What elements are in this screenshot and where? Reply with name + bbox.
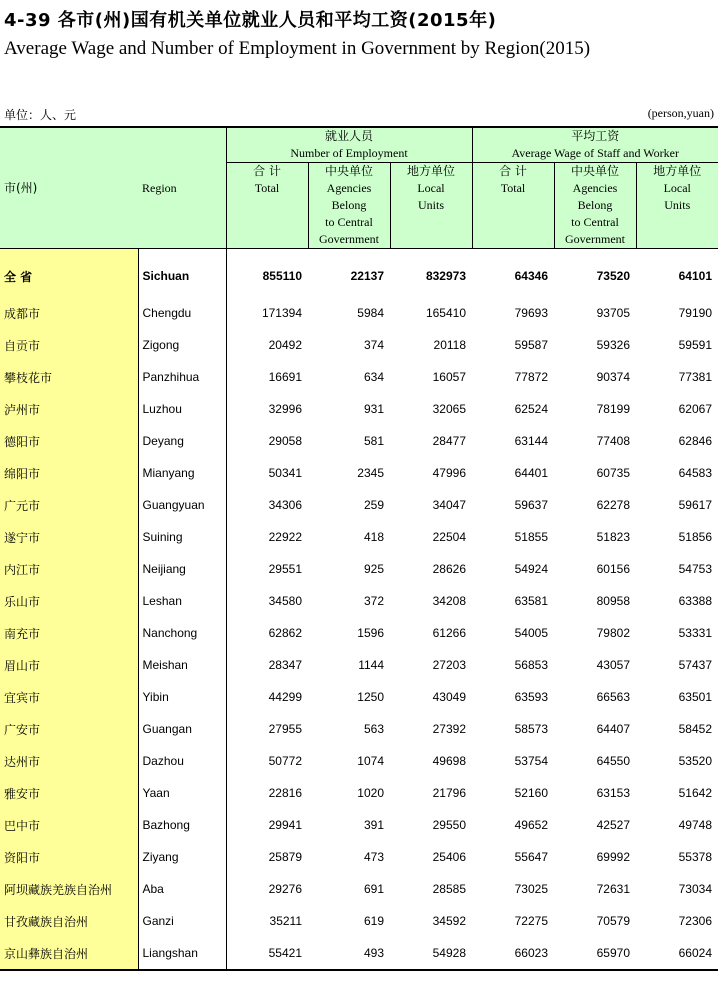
central-header-zh: 中央单位 xyxy=(570,164,619,178)
value-cell: 64550 xyxy=(596,754,630,768)
city-cell: 泸州市 xyxy=(0,393,138,425)
value-cell: 259 xyxy=(363,498,384,512)
city-cell: 南充市 xyxy=(0,617,138,649)
table-row xyxy=(0,777,718,809)
value-cell: 73025 xyxy=(514,882,548,896)
value-cell: 28585 xyxy=(432,882,466,896)
employment-central-header xyxy=(308,163,390,249)
value-cell: 29550 xyxy=(432,818,466,832)
unit-label-chinese: 单位：人、元 xyxy=(4,108,77,122)
value-cell: 53520 xyxy=(678,754,712,768)
value-cell: 391 xyxy=(363,818,384,832)
value-cell: 50772 xyxy=(226,745,308,777)
value-cell: 34592 xyxy=(432,914,466,928)
total-header-en: Total xyxy=(500,181,526,195)
table-row xyxy=(0,329,718,361)
value-cell: 72631 xyxy=(596,882,630,896)
value-cell: 34306 xyxy=(226,489,308,521)
region-cell: Neijiang xyxy=(138,553,226,585)
value-cell: 1020 xyxy=(357,786,384,800)
value-cell: 34047 xyxy=(432,498,466,512)
city-cell: 遂宁市 xyxy=(0,521,138,553)
title-chinese: 4-39 各市(州)国有机关单位就业人员和平均工资(2015年) xyxy=(4,10,497,31)
value-cell: 34580 xyxy=(226,585,308,617)
value-cell: 70579 xyxy=(596,914,630,928)
value-cell: 1144 xyxy=(358,658,384,672)
value-cell: 54753 xyxy=(678,562,712,576)
value-cell: 79190 xyxy=(678,306,712,320)
wage-group-header xyxy=(472,127,718,163)
value-cell: 58573 xyxy=(514,722,548,736)
table-row xyxy=(0,585,718,617)
table-row xyxy=(0,649,718,681)
value-cell: 63501 xyxy=(678,690,712,704)
value-cell: 63581 xyxy=(514,594,548,608)
value-cell: 2345 xyxy=(357,466,384,480)
region-cell: Panzhihua xyxy=(138,361,226,393)
table-row xyxy=(0,937,718,970)
value-cell: 42527 xyxy=(596,818,630,832)
value-cell: 43049 xyxy=(432,690,466,704)
table-row xyxy=(0,809,718,841)
local-header-en-2: Units xyxy=(417,198,444,212)
central-header-en-2: Belong xyxy=(331,198,367,212)
value-cell: 77872 xyxy=(514,370,548,384)
local-header-zh: 地方单位 xyxy=(406,164,455,178)
value-cell: 22816 xyxy=(226,777,308,809)
value-cell: 925 xyxy=(363,562,384,576)
value-cell: 32065 xyxy=(432,402,466,416)
value-cell: 58452 xyxy=(678,722,712,736)
table-body xyxy=(0,249,718,971)
value-cell: 20118 xyxy=(433,338,466,352)
central-header-zh: 中央单位 xyxy=(324,164,373,178)
value-cell: 374 xyxy=(363,338,384,352)
region-cell: Sichuan xyxy=(138,249,226,298)
table-row xyxy=(0,361,718,393)
value-cell: 65970 xyxy=(554,937,636,970)
value-cell: 59591 xyxy=(678,338,712,352)
value-cell: 32996 xyxy=(226,393,308,425)
value-cell: 64101 xyxy=(678,269,712,283)
value-cell: 34208 xyxy=(432,594,466,608)
value-cell: 63388 xyxy=(678,594,712,608)
value-cell: 53754 xyxy=(514,754,548,768)
table-row xyxy=(0,841,718,873)
table-row xyxy=(0,745,718,777)
local-header-en-1: Local xyxy=(663,181,691,195)
value-cell: 80958 xyxy=(596,594,630,608)
region-cell: Zigong xyxy=(138,329,226,361)
value-cell: 54928 xyxy=(390,937,472,970)
value-cell: 51642 xyxy=(678,786,712,800)
value-cell: 64583 xyxy=(678,466,712,480)
region-cell: Mianyang xyxy=(138,457,226,489)
value-cell: 35211 xyxy=(226,905,308,937)
value-cell: 1250 xyxy=(357,690,384,704)
value-cell: 62862 xyxy=(226,617,308,649)
value-cell: 62067 xyxy=(678,402,712,416)
value-cell: 55647 xyxy=(514,850,548,864)
value-cell: 25879 xyxy=(226,841,308,873)
central-header-en-1: Agencies xyxy=(572,181,618,195)
value-cell: 29941 xyxy=(226,809,308,841)
value-cell: 28477 xyxy=(432,434,466,448)
city-cell: 达州市 xyxy=(0,745,138,777)
table-row xyxy=(0,905,718,937)
table-row xyxy=(0,617,718,649)
region-cell: Ganzi xyxy=(138,905,226,937)
region-cell: Meishan xyxy=(138,649,226,681)
value-cell: 62524 xyxy=(514,402,548,416)
city-cell: 广元市 xyxy=(0,489,138,521)
value-cell: 62278 xyxy=(596,498,630,512)
value-cell: 25406 xyxy=(432,850,466,864)
value-cell: 72275 xyxy=(514,914,548,928)
value-cell: 28347 xyxy=(226,649,308,681)
value-cell: 64401 xyxy=(514,466,548,480)
local-header-zh: 地方单位 xyxy=(653,164,702,178)
value-cell: 49698 xyxy=(432,754,466,768)
value-cell: 51855 xyxy=(514,530,548,544)
value-cell: 66023 xyxy=(472,937,554,970)
table-row xyxy=(0,681,718,713)
city-cell: 甘孜藏族自治州 xyxy=(0,905,138,937)
value-cell: 55378 xyxy=(678,850,712,864)
table-row xyxy=(0,297,718,329)
total-header-zh: 合 计 xyxy=(499,164,527,178)
value-cell: 22922 xyxy=(226,521,308,553)
table-row xyxy=(0,393,718,425)
value-cell: 72306 xyxy=(678,914,712,928)
value-cell: 493 xyxy=(308,937,390,970)
city-cell: 眉山市 xyxy=(0,649,138,681)
city-cell: 德阳市 xyxy=(0,425,138,457)
city-cell: 全 省 xyxy=(0,249,138,298)
value-cell: 73034 xyxy=(678,882,712,896)
employment-header-zh: 就业人员 xyxy=(324,129,373,143)
wage-header-zh: 平均工资 xyxy=(571,129,620,143)
region-cell: Deyang xyxy=(138,425,226,457)
value-cell: 581 xyxy=(363,434,384,448)
value-cell: 54005 xyxy=(514,626,548,640)
value-cell: 63153 xyxy=(596,786,630,800)
value-cell: 63593 xyxy=(514,690,548,704)
value-cell: 69992 xyxy=(596,850,630,864)
value-cell: 51856 xyxy=(678,530,712,544)
value-cell: 20492 xyxy=(226,329,308,361)
central-header-en-4: Government xyxy=(565,232,625,246)
local-header-en-2: Units xyxy=(664,198,691,212)
city-cell: 资阳市 xyxy=(0,841,138,873)
city-cell: 内江市 xyxy=(0,553,138,585)
value-cell: 27955 xyxy=(226,713,308,745)
total-header-zh: 合 计 xyxy=(253,164,281,178)
value-cell: 63144 xyxy=(514,434,548,448)
value-cell: 1074 xyxy=(357,754,384,768)
value-cell: 563 xyxy=(363,722,384,736)
region-cell: Guangan xyxy=(138,713,226,745)
region-cell: Guangyuan xyxy=(138,489,226,521)
value-cell: 93705 xyxy=(596,306,630,320)
central-header-en-3: to Central xyxy=(571,215,619,229)
value-cell: 55421 xyxy=(226,937,308,970)
table-row xyxy=(0,873,718,905)
city-cell: 巴中市 xyxy=(0,809,138,841)
region-cell: Chengdu xyxy=(138,297,226,329)
total-header-en: Total xyxy=(254,181,280,195)
wage-central-header xyxy=(554,163,636,249)
value-cell: 29276 xyxy=(226,873,308,905)
value-cell: 832973 xyxy=(425,269,466,283)
value-cell: 16691 xyxy=(226,361,308,393)
value-cell: 57437 xyxy=(678,658,712,672)
city-cell: 雅安市 xyxy=(0,777,138,809)
value-cell: 90374 xyxy=(596,370,630,384)
local-header-en-1: Local xyxy=(417,181,445,195)
city-cell: 京山彝族自治州 xyxy=(0,937,138,970)
region-cell: Suining xyxy=(138,521,226,553)
value-cell: 473 xyxy=(363,850,384,864)
value-cell: 78199 xyxy=(596,402,630,416)
value-cell: 165410 xyxy=(425,306,466,320)
unit-label-english: (person,yuan) xyxy=(647,106,714,120)
value-cell: 60735 xyxy=(596,466,630,480)
value-cell: 1596 xyxy=(357,626,384,640)
value-cell: 29551 xyxy=(226,553,308,585)
value-cell: 634 xyxy=(363,370,384,384)
value-cell: 27203 xyxy=(432,658,466,672)
value-cell: 59637 xyxy=(514,498,548,512)
value-cell: 691 xyxy=(363,882,384,896)
region-cell: Yibin xyxy=(138,681,226,713)
value-cell: 73520 xyxy=(596,269,630,283)
region-cell: Liangshan xyxy=(138,937,226,970)
table-row xyxy=(0,553,718,585)
region-cell: Dazhou xyxy=(138,745,226,777)
central-header-en-2: Belong xyxy=(577,198,613,212)
employment-total-header xyxy=(226,163,308,249)
value-cell: 855110 xyxy=(226,249,308,298)
value-cell: 59617 xyxy=(678,498,712,512)
value-cell: 44299 xyxy=(226,681,308,713)
city-cell: 乐山市 xyxy=(0,585,138,617)
city-cell: 宜宾市 xyxy=(0,681,138,713)
value-cell: 79693 xyxy=(514,306,548,320)
region-cell: Bazhong xyxy=(138,809,226,841)
table-row xyxy=(0,425,718,457)
value-cell: 59326 xyxy=(596,338,630,352)
value-cell: 54924 xyxy=(514,562,548,576)
value-cell: 50341 xyxy=(226,457,308,489)
central-header-en-3: to Central xyxy=(325,215,373,229)
value-cell: 931 xyxy=(363,402,384,416)
value-cell: 64407 xyxy=(596,722,630,736)
region-cell: Luzhou xyxy=(138,393,226,425)
value-cell: 47996 xyxy=(432,466,466,480)
wage-local-header xyxy=(636,163,718,249)
region-cell: Yaan xyxy=(138,777,226,809)
wage-header-en: Average Wage of Staff and Worker xyxy=(511,146,679,160)
region-cell: Ziyang xyxy=(138,841,226,873)
value-cell: 64346 xyxy=(514,269,548,283)
city-cell: 广安市 xyxy=(0,713,138,745)
value-cell: 5984 xyxy=(357,306,384,320)
value-cell: 29058 xyxy=(226,425,308,457)
value-cell: 27392 xyxy=(432,722,466,736)
city-cell: 阿坝藏族羌族自治州 xyxy=(0,873,138,905)
region-cell: Aba xyxy=(138,873,226,905)
value-cell: 77408 xyxy=(596,434,630,448)
city-cell: 攀枝花市 xyxy=(0,361,138,393)
value-cell: 56853 xyxy=(514,658,548,672)
city-column-header: 市(州) xyxy=(0,127,138,249)
value-cell: 28626 xyxy=(432,562,466,576)
region-column-header: Region xyxy=(138,127,226,249)
value-cell: 171394 xyxy=(226,297,308,329)
value-cell: 43057 xyxy=(596,658,630,672)
employment-local-header xyxy=(390,163,472,249)
city-cell: 绵阳市 xyxy=(0,457,138,489)
region-cell: Leshan xyxy=(138,585,226,617)
value-cell: 22137 xyxy=(350,269,384,283)
value-cell: 59587 xyxy=(514,338,548,352)
value-cell: 49748 xyxy=(678,818,712,832)
table-row xyxy=(0,521,718,553)
value-cell: 49652 xyxy=(514,818,548,832)
value-cell: 62846 xyxy=(678,434,712,448)
employment-header-en: Number of Employment xyxy=(290,146,408,160)
table-row xyxy=(0,457,718,489)
value-cell: 53331 xyxy=(678,626,712,640)
statistics-table xyxy=(0,126,718,971)
value-cell: 66563 xyxy=(596,690,630,704)
statistics-table-container xyxy=(0,126,718,971)
central-header-en-1: Agencies xyxy=(326,181,372,195)
value-cell: 22504 xyxy=(432,530,466,544)
value-cell: 61266 xyxy=(432,626,466,640)
value-cell: 619 xyxy=(363,914,384,928)
value-cell: 372 xyxy=(363,594,384,608)
value-cell: 52160 xyxy=(514,786,548,800)
value-cell: 51823 xyxy=(596,530,630,544)
value-cell: 60156 xyxy=(596,562,630,576)
value-cell: 16057 xyxy=(432,370,466,384)
table-row xyxy=(0,489,718,521)
value-cell: 66024 xyxy=(636,937,718,970)
title-english: Average Wage and Number of Employment in Government by Region(2015) xyxy=(4,38,591,59)
value-cell: 79802 xyxy=(596,626,630,640)
table-row xyxy=(0,713,718,745)
employment-group-header xyxy=(226,127,472,163)
value-cell: 77381 xyxy=(678,370,712,384)
city-cell: 自贡市 xyxy=(0,329,138,361)
value-cell: 21796 xyxy=(432,786,466,800)
value-cell: 418 xyxy=(363,530,384,544)
city-cell: 成都市 xyxy=(0,297,138,329)
wage-total-header xyxy=(472,163,554,249)
table-row-total xyxy=(0,249,718,298)
region-cell: Nanchong xyxy=(138,617,226,649)
central-header-en-4: Government xyxy=(319,232,379,246)
